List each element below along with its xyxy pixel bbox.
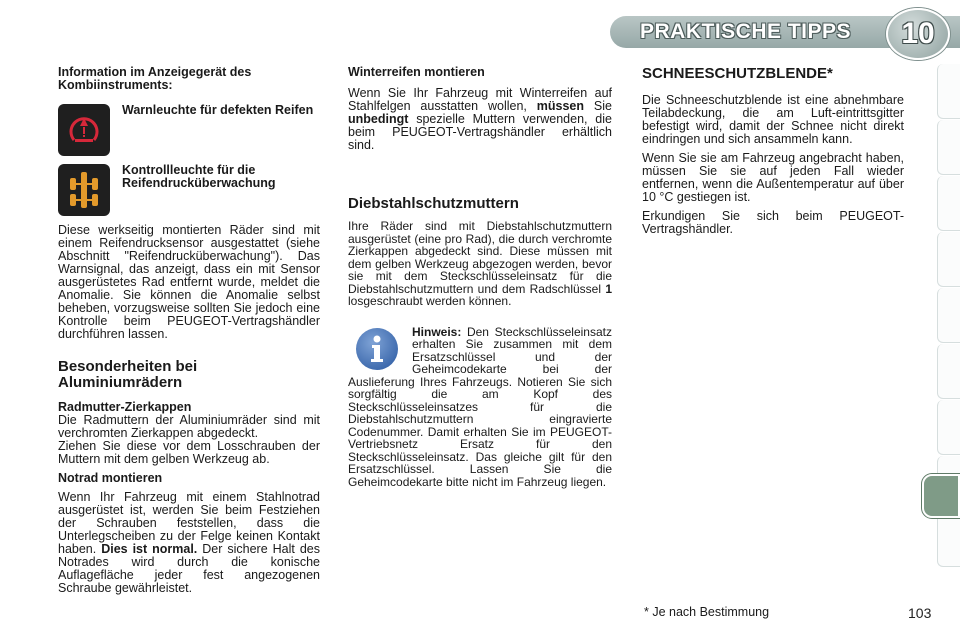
tyre-pressure-row xyxy=(58,164,320,218)
snow-guard-para-2: Wenn Sie sie am Fahrzeug angebracht haben, müssen Sie sie auf jeden Fall wieder entfernen, wenn die Außentemperatur auf über 10 °C gestiegen ist. xyxy=(642,151,904,204)
winter-text-a: Wenn Sie Ihr Fahrzeug mit Winterreifen auf Stahlfelgen ausstatten wollen, xyxy=(348,86,612,113)
page-header xyxy=(0,0,960,62)
chapter-tab[interactable] xyxy=(937,120,960,175)
antitheft-text xyxy=(348,220,612,308)
chapter-tab[interactable] xyxy=(937,232,960,287)
chapter-tab[interactable] xyxy=(937,512,960,567)
winter-text-bold-1: müssen xyxy=(536,99,585,113)
info-icon xyxy=(356,328,398,370)
chapter-tab[interactable] xyxy=(937,400,960,455)
chapter-tab[interactable] xyxy=(937,176,960,231)
tyre-pressure-icon xyxy=(58,164,110,216)
spare-wheel-text xyxy=(58,491,320,595)
tyre-pressure-label: Kontrollleuchte für die Reifendrucküberwachung xyxy=(122,163,276,190)
chapter-tab[interactable] xyxy=(937,64,960,119)
wheel-cap-text-1: Die Radmuttern der Aluminiumräder sind mit verchromten Zierkappen abgedeckt. xyxy=(58,413,320,440)
snow-guard-heading: SCHNEESCHUTZBLENDE* xyxy=(642,65,833,82)
tyre-warning-label: Warnleuchte für defekten Reifen xyxy=(122,103,314,117)
snow-guard-para-1: Die Schneeschutzblende ist eine abnehmbare Teilabdeckung, die am Luft-eintrittsgitter befestigt wird, damit der Schnee nicht direkt eindringen und sich ansammeln kann. xyxy=(642,93,904,146)
tyre-warning-icon xyxy=(58,104,110,156)
winter-text-c: spezielle Muttern verwenden, die beim PEUGEOT-Vertragshändler erhältlich sind. xyxy=(348,112,612,152)
note-block xyxy=(348,326,612,489)
column-right xyxy=(642,66,904,236)
page-number: 103 xyxy=(908,605,932,621)
wheel-cap-heading: Radmutter-Zierkappen xyxy=(58,400,192,414)
wheel-cap-text-2: Ziehen Sie diese vor dem Losschrauben der Muttern mit dem gelben Werkzeug ab. xyxy=(58,439,320,466)
display-info-heading: Information im Anzeigegerät des Kombiinstruments: xyxy=(58,65,252,92)
winter-tyre-text xyxy=(348,87,612,152)
chapter-tab[interactable] xyxy=(937,288,960,343)
winter-text-b: Sie xyxy=(593,99,612,113)
wheel-wrench-number: 1 xyxy=(605,281,612,296)
column-middle xyxy=(348,66,612,488)
antitheft-text-a: Ihre Räder sind mit Diebstahlschutzmuttern ausgerüstet (eine pro Rad), die durch verchromte Zierkappen abgedeckt sind. Diese müssen mit dem gelben Werkzeug abgezogen werden, bevor sie mit dem Steckschlüsseleinsatz für die Diebstahlschutzmuttern und dem Radschlüssel xyxy=(348,219,612,296)
chapter-tab-active[interactable] xyxy=(922,474,960,518)
spare-wheel-text-b: Der sichere Halt des Notrades wird durch die konische Auflagefläche jeder fest angezogenen Schraube gewährleistet. xyxy=(58,542,320,595)
spare-wheel-text-a: Wenn Ihr Fahrzeug mit einem Stahlnotrad ausgerüstet ist, werden Sie beim Festziehen der Schrauben feststellen, dass die Unterlegscheiben zu der Felge keinen Kontakt haben. xyxy=(58,490,320,556)
page-title: PRAKTISCHE TIPPS xyxy=(640,20,852,43)
winter-text-bold-2: unbedingt xyxy=(348,112,409,126)
aluminium-heading: Besonderheiten bei Aluminiumrädern xyxy=(58,358,198,391)
chapter-badge: 10 xyxy=(886,8,950,60)
sensor-paragraph: Diese werkseitig montierten Räder sind mit einem Reifendrucksensor ausgestattet (siehe Abschnitt "Reifendrucküberwachung"). Das Warnsignal, das anzeigt, dass ein mit Sensor ausgerüstetes Rad entfernt wurde, meldet die Anomalie. Sie können die Anomalie selbst beheben, vorzugsweise sollten Sie jedoch eine Kontrolle beim PEUGEOT-Vertragshändler durchführen lassen. xyxy=(58,223,320,341)
spare-wheel-note-bold: Dies ist normal. xyxy=(101,542,198,556)
snow-guard-para-3: Erkundigen Sie sich beim PEUGEOT-Vertragshändler. xyxy=(642,209,904,236)
note-body: Den Steckschlüsseleinsatz erhalten Sie zusammen mit dem Ersatzschlüssel und der Geheimcodekarte bei der Auslieferung Ihres Fahrzeugs. Notieren Sie sich sorgfältig die am Kopf des Steckschlüsseleinsatzes für die Diebstahlschutzmuttern eingravierte Codenummer. Damit erhalten Sie im PEUGEOT-Vertriebsnetz Ersatz für den Steckschlüsseleinsatz. Das gleiche gilt für den Ersatzschlüssel. Lassen Sie die Geheimcodekarte bitte nicht im Fahrzeug liegen. xyxy=(348,324,612,489)
chapter-tabs xyxy=(932,64,960,584)
winter-tyre-heading: Winterreifen montieren xyxy=(348,65,485,79)
antitheft-heading: Diebstahlschutzmuttern xyxy=(348,195,519,212)
note-label: Hinweis: xyxy=(412,324,462,339)
antitheft-text-b: losgeschraubt werden können. xyxy=(348,294,512,308)
spare-wheel-heading: Notrad montieren xyxy=(58,471,163,485)
tyre-warning-row xyxy=(58,104,320,158)
column-left xyxy=(58,66,320,595)
chapter-tab[interactable] xyxy=(937,344,960,399)
footnote: * Je nach Bestimmung xyxy=(644,605,770,619)
